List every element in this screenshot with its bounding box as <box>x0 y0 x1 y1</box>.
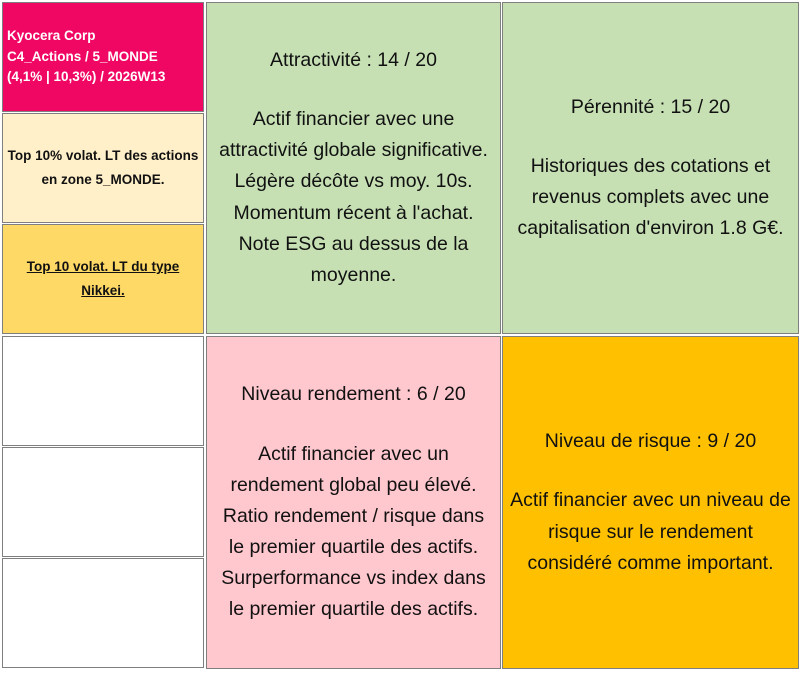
top10-type-badge <box>2 224 204 334</box>
rendement-panel <box>206 336 501 669</box>
asset-volatility-week: (4,1% | 10,3%) / 2026W13 <box>7 69 166 85</box>
rendement-title: Niveau rendement : 6 / 20 <box>241 383 466 406</box>
asset-category: C4_Actions / 5_MONDE <box>7 48 158 64</box>
risque-title: Niveau de risque : 9 / 20 <box>544 430 757 453</box>
asset-name: Kyocera Corp <box>7 27 96 43</box>
perennite-panel <box>502 2 799 334</box>
rendement-body: Actif financier avec un rendement global peu élevé. Ratio rendement / risque dans le premier quartile des actifs. Surperformance vs index dans le premier quartile des actifs. <box>221 442 486 621</box>
risque-body: Actif financier avec un niveau de risque sur le rendement considéré comme important. <box>510 489 791 574</box>
asset-header-cell <box>2 2 204 112</box>
attractivite-body: Actif financier avec une attractivité globale significative. Légère décôte vs moy. 10s. Momentum récent à l'achat. Note ESG au dessus de la moyenne. <box>219 108 488 286</box>
perennite-body: Historiques des cotations et revenus complets avec une capitalisation d'environ 1.8 G€. <box>517 154 784 240</box>
attractivite-title: Attractivité : 14 / 20 <box>270 48 437 71</box>
top10-zone-badge <box>2 113 204 223</box>
empty-cell-2 <box>2 447 204 557</box>
top10-type-text: Top 10 volat. LT du type Nikkei. <box>26 259 180 298</box>
empty-cell-1 <box>2 336 204 446</box>
attractivite-panel <box>206 2 501 334</box>
perennite-title: Pérennité : 15 / 20 <box>570 95 731 118</box>
top10-zone-text: Top 10% volat. LT des actions en zone 5_MONDE. <box>7 148 199 187</box>
risque-panel <box>502 336 799 669</box>
empty-cell-3 <box>2 558 204 668</box>
